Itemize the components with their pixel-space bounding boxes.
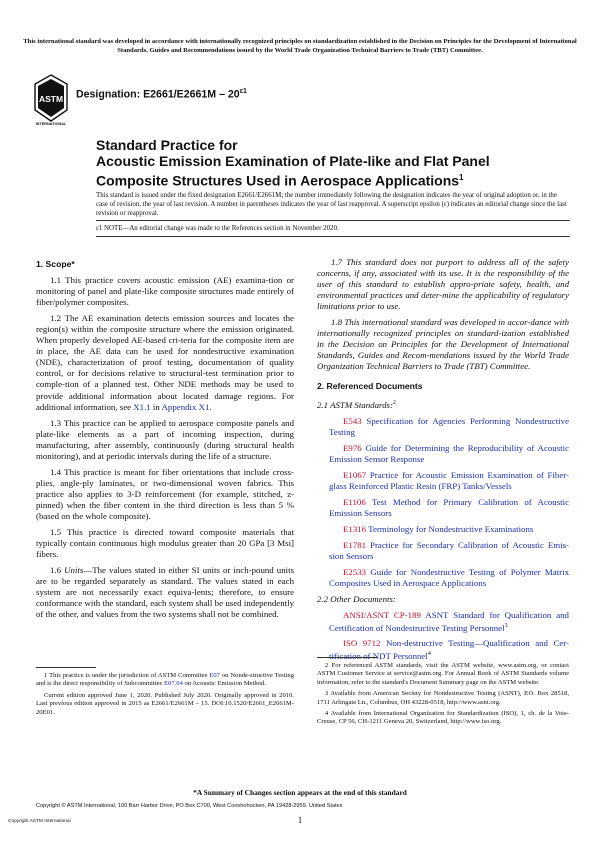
- astm-logo: [34, 74, 68, 126]
- reference-item: [317, 567, 569, 589]
- footnote-2: 2 For referenced ASTM standards, visit the ASTM website, www.astm.org, or contact ASTM Customer Service at service@astm.org. For Annual Book of ASTM Standards volume information, refer to the standard's Document Summary page on the ASTM website.: [317, 662, 569, 686]
- reference-item: [317, 416, 569, 438]
- reference-item: [317, 540, 569, 562]
- reference-code-link[interactable]: ISO 9712: [343, 638, 381, 649]
- paragraph-1-3: 1.3 This practice can be applied to aerospace composite panels and plate-like elements as a part of incoming inspection, during manufacturing, after assembly, continuously (during structural health monitoring), and at periodic intervals during the life of a structure.: [36, 417, 294, 461]
- reference-title-link[interactable]: Non-destructive Testing—Qualification and Cer-tification of NDT Personnel: [329, 638, 570, 662]
- link-committee-e07[interactable]: E07: [209, 672, 220, 679]
- document-title: [96, 137, 566, 189]
- astm-standards-list: [317, 416, 569, 589]
- reference-item: [317, 443, 569, 465]
- footnote-rule: [317, 657, 377, 658]
- other-documents-list: [317, 610, 569, 663]
- link-x1-1[interactable]: X1.1: [133, 401, 151, 412]
- paragraph-1-6: 1.6 Units—The values stated in either SI units or inch-pound units are to be regarded separately as standard. The values stated in each system are not necessarily exact equiva-lents; therefore, to ensure conformance with the standard, each system shall be used independently of the other, and values from the two systems shall not be combined.: [36, 565, 295, 620]
- footnote-mark: 4: [427, 651, 431, 658]
- reference-code-link[interactable]: E1316: [343, 523, 367, 534]
- references-heading: 2. Referenced Documents: [317, 381, 423, 392]
- link-appendix-x1[interactable]: Appendix X1: [161, 401, 210, 412]
- logo-subtext: INTERNATIONAL: [35, 122, 67, 126]
- epsilon-note: ε1 NOTE—An editorial change was made to the References section in November 2020.: [96, 225, 339, 232]
- reference-title-link[interactable]: Terminology for Nondestructive Examinations: [368, 523, 534, 534]
- footnote-1-edition: Current edition approved June 1, 2020. Published July 2020. Originally approved in 2010. Last previous edition approved in 2015 as E2661/E2661M – 15. DOI:10.1520/E2661_E2661M-20E01.: [36, 691, 294, 716]
- issuance-notice: This standard is issued under the fixed designation E2661/E2661M; the number immediately following the designation indicates the year of original adoption or, in the case of revision, the year of last revision. A number in parentheses indicates the year of last reapproval. A superscript epsilon (ε) indicates an editorial change since the last revision or reapproval.: [96, 192, 567, 217]
- designation: [76, 88, 247, 101]
- reference-code-link[interactable]: ANSI/ASNT CP-189: [343, 609, 421, 620]
- reference-code-link[interactable]: E1067: [343, 469, 367, 480]
- paragraph-1-2: 1.2 The AE examination detects emission sources and locates the region(s) within the composite structure where the emission originated. When properly developed AE-based cri-teria for the composite item are in place, the AE data can be used for nondestructive examination (NDE), characterization of proof testing, documentation of quality control, or for decisions relative to structural-test termination prior to comple-tion of a planned test. Other NDE methods may be used to provide additional information about located damage regions. For additional information, see X1.1 in Appendix X1.: [36, 313, 294, 412]
- reference-title-link[interactable]: ASNT Standard for Qualification and Certification of Nondestructive Testing Personnel: [329, 609, 569, 633]
- right-column: [317, 257, 569, 667]
- paragraph-1-4: 1.4 This practice is meant for fiber orientations that include cross-plies, angle-ply laminates, or two-dimensional woven fabrics. This practice also applies to 3-D reinforcement (for example, stitched, z-pinned) when the fiber content in the third direction is less than 5 % (based on the whole composite).: [36, 466, 294, 521]
- paragraph-1-5: 1.5 This practice is directed toward composite materials that typically contain continuous high modulus greater than 20 GPa [3 Msi] fibers.: [36, 527, 294, 560]
- reference-item: [317, 610, 569, 634]
- top-notice: This international standard was developed in accordance with internationally recognized principles on standardization established in the Decision on Principles for the Development of International Standards, Guides and Recommendations issued by the World Trade Organization Technical Barriers to Trade (TBT) Committee.: [23, 38, 577, 54]
- footnote-1: 1 This practice is under the jurisdiction of ASTM Committee E07 on Nonde-structive Testing and is the direct responsibility of Subcommittee E07.04 on Acoustic Emission Method.: [36, 672, 294, 688]
- logo-text: ASTM: [38, 94, 64, 104]
- title-line-1: Standard Practice for: [96, 137, 238, 153]
- reference-title-link[interactable]: Practice for Secondary Calibration of Acoustic Emis-sion Sensors: [329, 539, 569, 561]
- reference-item: [317, 497, 569, 519]
- footnotes-right: [317, 662, 569, 730]
- footnotes-left: [36, 672, 294, 720]
- title-footnote-mark: 1: [459, 172, 464, 182]
- title-line-3: Composite Structures Used in Aerospace Applications$^1$: [96, 172, 464, 189]
- page-number: 1: [297, 815, 303, 825]
- reference-title-link[interactable]: Practice for Acoustic Emission Examination of Fiber-glass Reinforced Plastic Resin (FRP) Tanks/Vessels: [329, 469, 569, 491]
- designation-sup: ε1: [239, 88, 247, 95]
- reference-code-link[interactable]: E976: [343, 442, 362, 453]
- paragraph-1-7: 1.7 This standard does not purport to address all of the safety concerns, if any, associated with its use. It is the responsibility of the user of this standard to establish appro-priate safety, health, and environmental practices and deter-mine the applicability of regulatory limitations prior to use.: [317, 257, 569, 312]
- reference-item: [317, 470, 569, 492]
- reference-item: [317, 638, 569, 662]
- link-subcommittee-e07-04[interactable]: E07.04: [164, 680, 183, 688]
- divider: [96, 236, 570, 237]
- divider: [96, 220, 570, 221]
- reference-title-link[interactable]: Specification for Agencies Performing Nondestructive Testing: [329, 415, 569, 437]
- footnote-rule: [36, 667, 96, 668]
- scope-heading: 1. Scope*: [36, 259, 75, 269]
- astm-standards-label: 2.1 ASTM Standards:$^2$: [317, 399, 396, 410]
- copyright-line: Copyright © ASTM International, 100 Barr Harbor Drive, PO Box C700, West Conshohocken, PA 19428-2959. United States: [36, 803, 343, 809]
- reference-code-link[interactable]: E1781: [343, 539, 367, 550]
- reference-title-link[interactable]: Guide for Nondestructive Testing of Polymer Matrix Composites Used in Aerospace Applications: [329, 566, 570, 588]
- paragraph-1-1: 1.1 This practice covers acoustic emission (AE) examina-tion or monitoring of panel and plate-like composite structures made entirely of fiber/polymer composites.: [36, 275, 294, 308]
- reference-code-link[interactable]: E1106: [343, 496, 366, 507]
- title-line-2: Acoustic Emission Examination of Plate-like and Flat Panel: [96, 153, 490, 170]
- designation-label: Designation: E2661/E2661M – 20: [76, 88, 240, 101]
- footnote-3: 3 Available from American Society for Nondestructive Testing (ASNT), P.O. Box 28518, 1711 Arlingate Ln., Columbus, OH 43228-0518, http://www.asnt.org.: [317, 690, 569, 706]
- reference-code-link[interactable]: E543: [343, 415, 362, 426]
- reference-title-link[interactable]: Guide for Determining the Reproducibility of Acoustic Emission Sensor Response: [329, 442, 569, 464]
- reference-title-link[interactable]: Test Method for Primary Calibration of Acoustic Emission Sensors: [329, 496, 569, 518]
- other-documents-label: 2.2 Other Documents:: [317, 593, 396, 604]
- footnote-4: 4 Available from International Organization for Standardization (ISO), 1, ch. de la Voie-Creuse, CP 56, CH-1211 Geneva 20, Switzerland, http://www.iso.org.: [317, 710, 569, 726]
- reference-item: [317, 524, 569, 535]
- reference-code-link[interactable]: E2533: [343, 566, 367, 577]
- footer-copyright-mark: Copyright ASTM International: [8, 819, 71, 824]
- paragraph-1-8: 1.8 This international standard was developed in accor-dance with internationally recognized principles on standard-ization established in the Decision on Principles for the Development of International Standards, Guides and Recom-mendations issued by the World Trade Organization Technical Barriers to Trade (TBT) Committee.: [317, 317, 569, 372]
- left-column: [36, 257, 294, 625]
- footnote-mark: 3: [504, 622, 508, 629]
- summary-of-changes-note: *A Summary of Changes section appears at the end of this standard: [193, 788, 407, 797]
